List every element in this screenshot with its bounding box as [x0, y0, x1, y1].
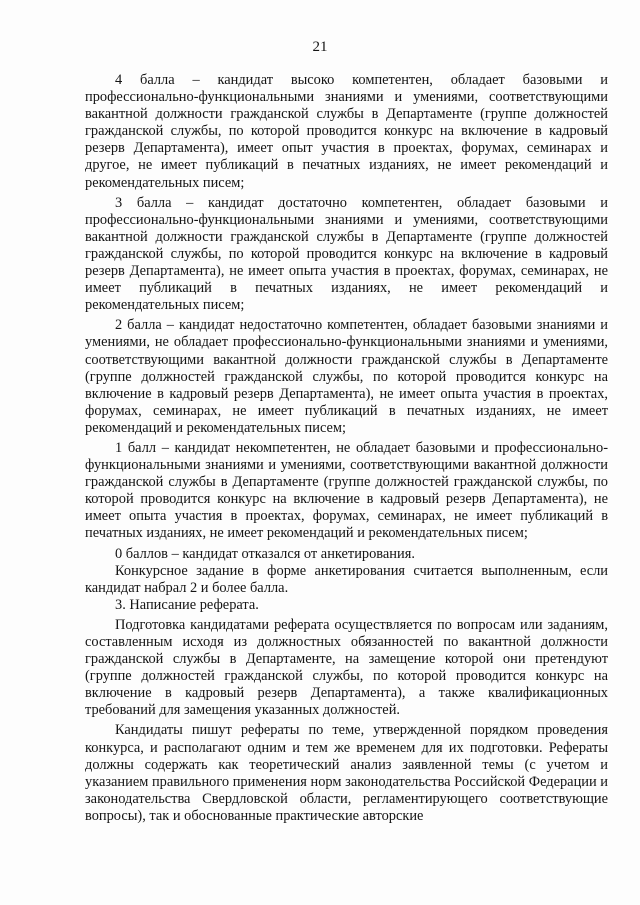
- paragraph-essay-preparation: Подготовка кандидатами реферата осуществляется по вопросам или заданиям, составленным исходя из должностных обязанностей по вакантной должности гражданской службы в Департаменте, на замещение которой они претендуют (группе должностей гражданской службы, по которой проводится конкурс на включение в кадровый резерв Департамента), а также квалификационных требований для замещения указанных должностей.: [85, 616, 608, 719]
- paragraph-score-1: 1 балл – кандидат некомпетентен, не обладает базовыми и профессионально-функциональными знаниями и умениями, соответствующими вакантной должности гражданской службы в Департаменте (группе должностей гражданской службы, по которой проводится конкурс на включение в кадровый резерв Департамента), не имеет опыта участия в проектах, форумах, семинарах, не имеет публикаций в печатных изданиях, не имеет рекомендаций и рекомендательных писем;: [85, 439, 608, 542]
- paragraph-score-3: 3 балла – кандидат достаточно компетентен, обладает базовыми и профессионально-функциональными знаниями и умениями, соответствующими вакантной должности гражданской службы в Департаменте (группе должностей гражданской службы, по которой проводится конкурс на включение в кадровый резерв Департамента), не имеет опыта участия в проектах, форумах, семинарах, не имеет публикаций в печатных изданиях, не имеет рекомендаций и рекомендательных писем;: [85, 194, 608, 314]
- document-body: [85, 72, 608, 825]
- section-heading-essay: 3. Написание реферата.: [115, 596, 259, 613]
- paragraph-score-4: 4 балла – кандидат высоко компетентен, обладает базовыми и профессионально-функциональными знаниями и умениями, соответствующими вакантной должности гражданской службы в Департаменте (группе должностей гражданской службы, по которой проводится конкурс на включение в кадровый резерв Департамента), имеет опыт участия в проектах, форумах, семинарах и другое, не имеет публикаций в печатных изданиях, не имеет рекомендаций и рекомендательных писем;: [85, 72, 608, 191]
- paragraph-score-2: 2 балла – кандидат недостаточно компетентен, обладает базовыми знаниями и умениями, не обладает профессионально-функциональными знаниями и умениями, соответствующими вакантной должности гражданской службы в Департаменте (группе должностей гражданской службы, по которой проводится конкурс на включение в кадровый резерв Департамента), не имеет опыта участия в проектах, форумах, семинарах, не имеет публикаций в печатных изданиях, не имеет рекомендаций и рекомендательных писем;: [85, 317, 608, 436]
- paragraph-essay-requirements: Кандидаты пишут рефераты по теме, утвержденной порядком проведения конкурса, и располагают одним и тем же временем для их подготовки. Рефераты должны содержать как теоретический анализ заявленной темы (с учетом и указанием правильного применения норм законодательства Российской Федерации и законодательства Свердловской области, регламентирующего соответствующие вопросы), так и обоснованные практические авторские: [85, 722, 608, 824]
- page-number: 21: [312, 39, 328, 55]
- paragraph-questionnaire-passed: Конкурсное задание в форме анкетирования считается выполненным, если кандидат набрал 2 и более балла.: [85, 562, 608, 596]
- paragraph-score-0: 0 баллов – кандидат отказался от анкетирования.: [115, 545, 415, 562]
